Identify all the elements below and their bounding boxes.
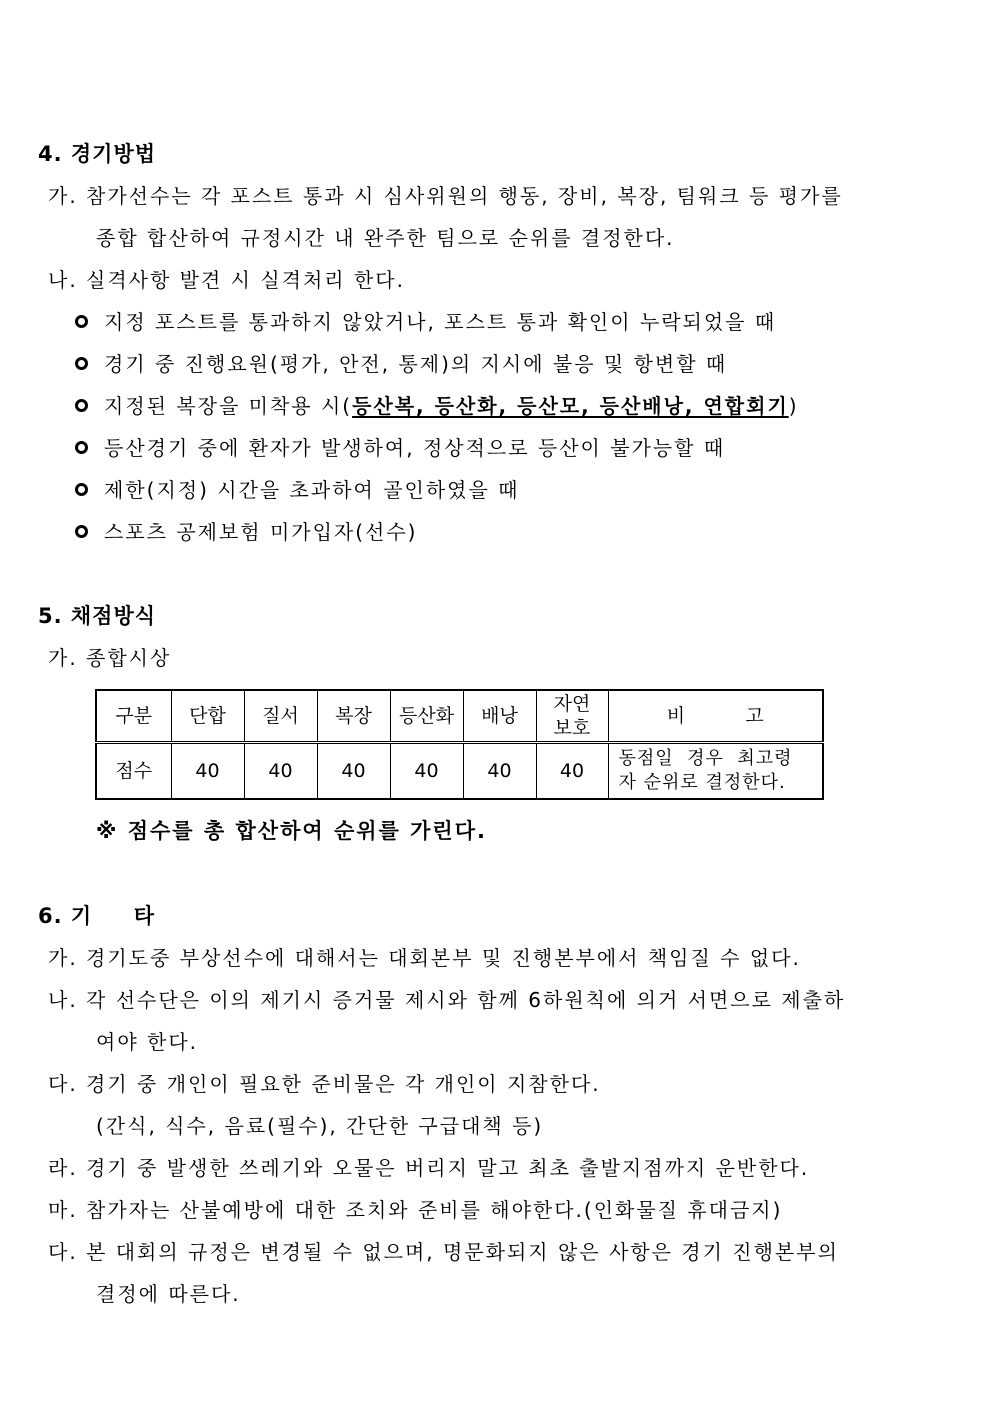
sec6-item-da2-cont: 결정에 따른다. — [96, 1282, 241, 1306]
header-cell-line: 보호 — [553, 717, 591, 739]
header-cell: 배낭 — [463, 690, 536, 743]
table-cell: 40 — [463, 743, 536, 800]
sec6-item-na-cont: 여야 한다. — [96, 1030, 198, 1054]
sec6-item-ga: 가. 경기도중 부상선수에 대해서는 대회본부 및 진행본부에서 책임질 수 없다. — [48, 946, 801, 970]
header-cell: 복장 — [317, 690, 390, 743]
disqualify-item-2: 경기 중 진행요원(평가, 안전, 통제)의 지시에 불응 및 항변할 때 — [104, 352, 728, 376]
header-cell: 등산화 — [390, 690, 463, 743]
table-cell: 40 — [244, 743, 317, 800]
sec4-item-ga-cont: 종합 합산하여 규정시간 내 완주한 팀으로 순위를 결정한다. — [96, 226, 675, 250]
remarks-line: 자 순위로 결정한다. — [618, 772, 786, 793]
header-cell: 질서 — [244, 690, 317, 743]
table-cell: 40 — [390, 743, 463, 800]
score-note: ※ 점수를 총 합산하여 순위를 가린다. — [96, 819, 487, 843]
circle-bullet-icon — [75, 315, 88, 328]
remarks-cell — [608, 743, 823, 800]
table-cell: 40 — [171, 743, 244, 800]
header-cell: 단합 — [171, 690, 244, 743]
score-table-header-row — [96, 690, 823, 743]
disqualify-item-3-suffix: ) — [788, 394, 799, 418]
circle-bullet-icon — [75, 525, 88, 538]
required-gear-list: 등산복, 등산화, 등산모, 등산배낭, 연합회기 — [352, 394, 789, 418]
circle-bullet-icon — [75, 399, 88, 412]
table-cell: 점수 — [96, 743, 171, 800]
sec6-item-da2: 다. 본 대회의 규정은 변경될 수 없으며, 명문화되지 않은 사항은 경기 진행본부의 — [48, 1240, 839, 1264]
sec4-item-na: 나. 실격사항 발견 시 실격처리 한다. — [48, 268, 405, 292]
disqualify-item-5: 제한(지정) 시간을 초과하여 골인하였을 때 — [104, 478, 520, 502]
section-6-heading: 6. 기 타 — [38, 904, 156, 928]
section-5-heading: 5. 채점방식 — [38, 604, 157, 628]
sec6-item-da: 다. 경기 중 개인이 필요한 준비물은 각 개인이 지참한다. — [48, 1072, 601, 1096]
circle-bullet-icon — [75, 441, 88, 454]
sec6-item-ra: 라. 경기 중 발생한 쓰레기와 오물은 버리지 말고 최초 출발지점까지 운반한다. — [48, 1156, 810, 1180]
header-cell: 구분 — [96, 690, 171, 743]
sec6-item-na: 나. 각 선수단은 이의 제기시 증거물 제시와 함께 6하원칙에 의거 서면으로 제출하 — [48, 988, 846, 1012]
disqualify-item-1: 지정 포스트를 통과하지 않았거나, 포스트 통과 확인이 누락되었을 때 — [104, 310, 777, 334]
disqualify-item-4: 등산경기 중에 환자가 발생하여, 정상적으로 등산이 불가능할 때 — [104, 436, 726, 460]
circle-bullet-icon — [75, 483, 88, 496]
table-cell: 40 — [536, 743, 608, 800]
header-cell — [536, 690, 608, 743]
sec6-item-ma: 마. 참가자는 산불예방에 대한 조치와 준비를 해야한다.(인화물질 휴대금지) — [48, 1198, 783, 1222]
remarks-line: 동점일 경우 최고령 — [618, 748, 793, 769]
sec6-item-da-cont: (간식, 식수, 음료(필수), 간단한 구급대책 등) — [96, 1114, 544, 1138]
disqualify-item-3-prefix: 지정된 복장을 미착용 시( — [104, 394, 353, 418]
table-cell: 40 — [317, 743, 390, 800]
section-4-heading: 4. 경기방법 — [38, 142, 157, 166]
sec4-item-ga: 가. 참가선수는 각 포스트 통과 시 심사위원의 행동, 장비, 복장, 팀워크 등 평가를 — [48, 184, 843, 208]
header-cell-line: 자연 — [553, 693, 591, 715]
header-cell: 비 고 — [608, 690, 823, 743]
sec5-item-ga: 가. 종합시상 — [48, 646, 172, 670]
score-table-row — [96, 743, 823, 800]
circle-bullet-icon — [75, 357, 88, 370]
score-table — [95, 689, 824, 800]
disqualify-item-3 — [104, 393, 799, 419]
disqualify-item-6: 스포츠 공제보험 미가입자(선수) — [104, 520, 418, 544]
